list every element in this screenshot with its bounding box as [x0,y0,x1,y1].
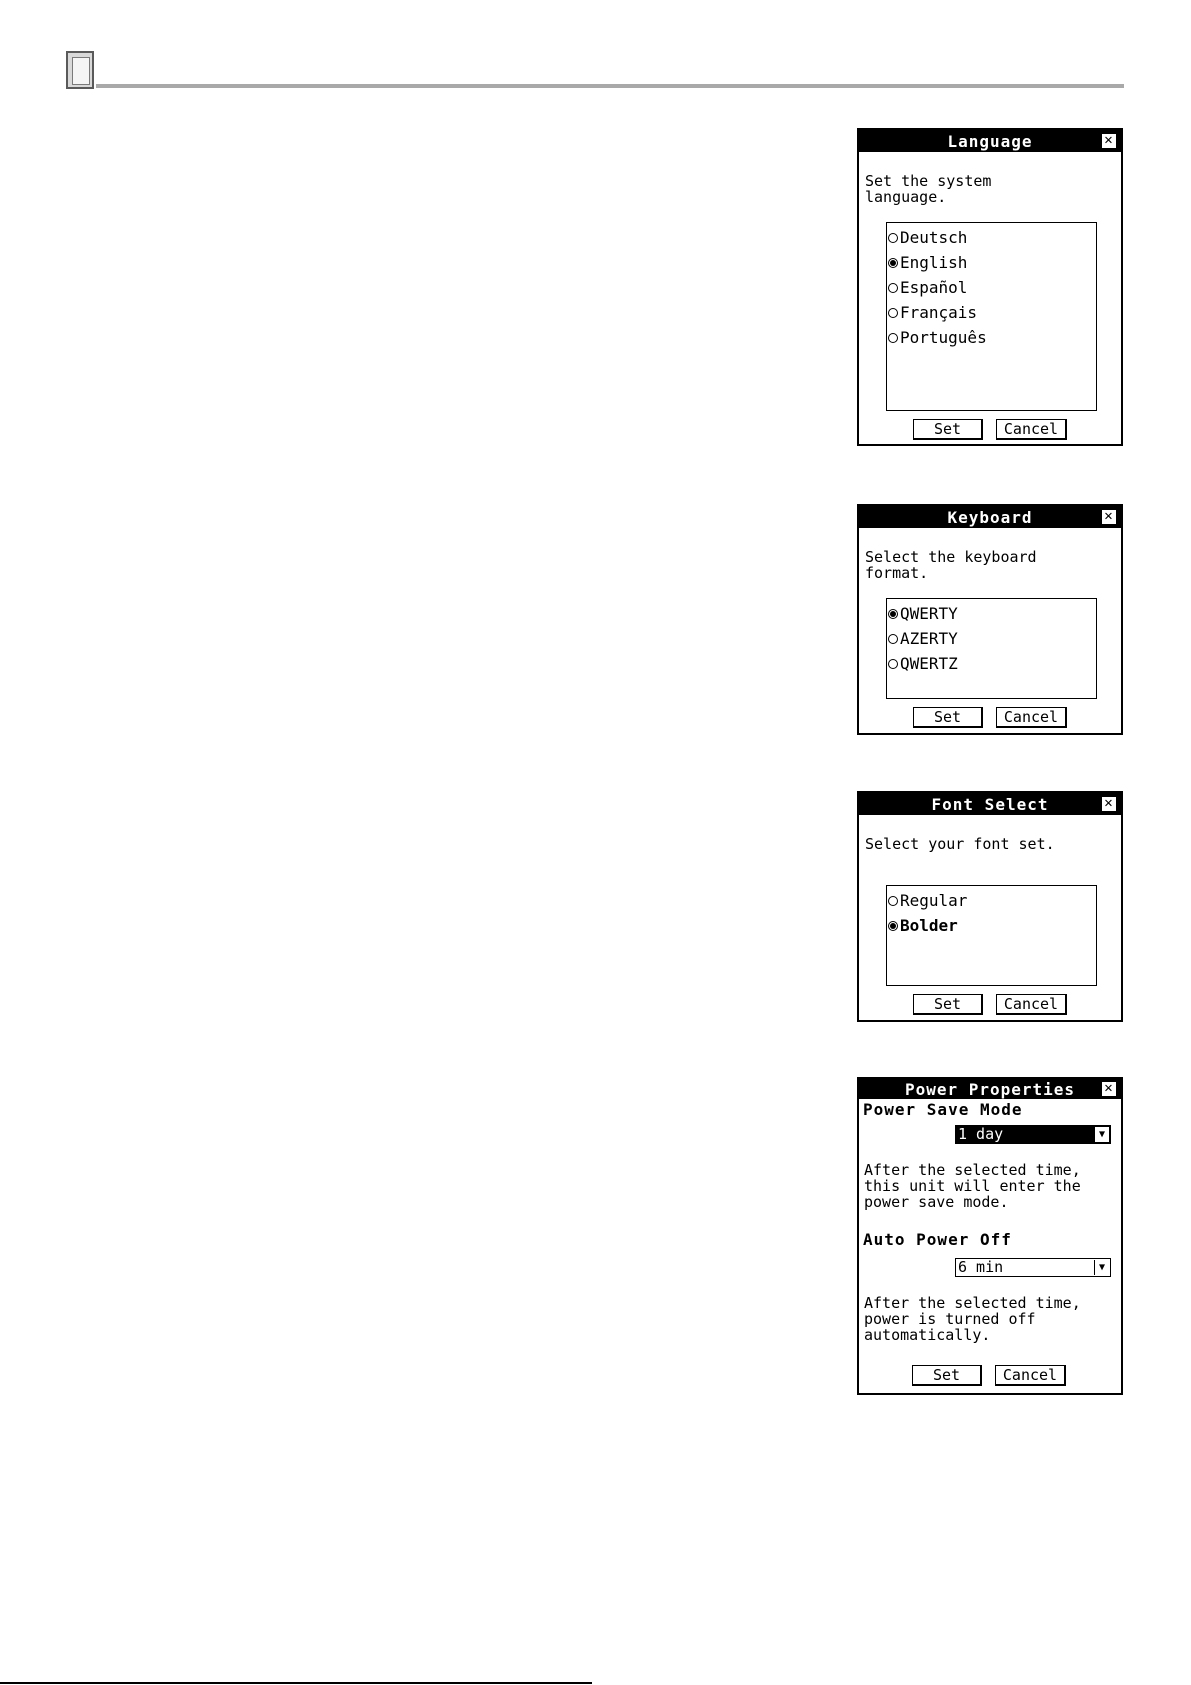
language-prompt: Set the system language. [865,172,992,206]
close-icon[interactable]: ✕ [1101,1081,1117,1097]
keyboard-prompt: Select the keyboard format. [865,548,1037,582]
keyboard-option-qwerty[interactable] [887,601,1096,626]
keyboard-option-azerty[interactable] [887,626,1096,651]
language-title: Language [947,131,1033,151]
option-label: Español [900,278,968,297]
footer-rule [0,1682,592,1684]
section-icon [66,51,94,89]
keyboard-titlebar [859,506,1121,528]
language-option-francais[interactable] [887,300,1096,325]
language-option-english[interactable] [887,250,1096,275]
close-icon[interactable]: ✕ [1101,509,1117,525]
option-label: Français [900,303,978,322]
language-dialog [857,128,1123,446]
close-icon[interactable]: ✕ [1101,133,1117,149]
power-save-mode-select[interactable] [955,1125,1111,1144]
language-option-portugues[interactable] [887,325,1096,350]
option-label: AZERTY [900,629,958,648]
option-label: Bolder [900,916,958,935]
cancel-button[interactable]: Cancel [996,419,1067,440]
option-label: Português [900,328,987,347]
power-title: Power Properties [904,1079,1076,1099]
language-listbox[interactable] [886,222,1097,411]
power-titlebar [859,1079,1121,1099]
chevron-down-icon[interactable]: ▼ [1094,1127,1109,1142]
option-label: Deutsch [900,228,968,247]
language-titlebar [859,130,1121,152]
power-properties-dialog [857,1077,1123,1395]
radio-icon[interactable] [888,283,898,293]
radio-icon[interactable] [888,659,898,669]
option-label: Regular [900,891,968,910]
font-prompt: Select your font set. [865,835,1055,853]
set-button[interactable]: Set [913,994,983,1015]
radio-icon[interactable] [888,609,898,619]
option-label: QWERTZ [900,654,958,673]
auto-power-off-desc: After the selected time, power is turned off automatically. [864,1294,1081,1344]
set-button[interactable]: Set [913,419,983,440]
font-title: Font Select [931,794,1049,814]
cancel-button[interactable]: Cancel [996,994,1067,1015]
font-select-dialog [857,791,1123,1022]
language-option-deutsch[interactable] [887,225,1096,250]
radio-icon[interactable] [888,258,898,268]
set-button[interactable]: Set [913,707,983,728]
keyboard-title: Keyboard [947,507,1033,527]
keyboard-listbox[interactable] [886,598,1097,699]
power-save-mode-desc: After the selected time, this unit will enter the power save mode. [864,1161,1081,1211]
font-option-bolder[interactable] [887,913,1096,938]
power-save-mode-title: Power Save Mode [863,1100,1023,1119]
font-titlebar [859,793,1121,815]
auto-power-off-title: Auto Power Off [863,1230,1012,1249]
radio-icon[interactable] [888,333,898,343]
auto-power-off-value: 6 min [958,1258,1004,1276]
radio-icon[interactable] [888,233,898,243]
keyboard-dialog [857,504,1123,735]
cancel-button[interactable]: Cancel [996,707,1067,728]
close-icon[interactable]: ✕ [1101,796,1117,812]
auto-power-off-select[interactable] [955,1258,1111,1277]
option-label: QWERTY [900,604,958,623]
keyboard-option-qwertz[interactable] [887,651,1096,676]
cancel-button[interactable]: Cancel [995,1365,1066,1386]
header-rule [96,84,1124,88]
font-listbox[interactable] [886,885,1097,986]
radio-icon[interactable] [888,308,898,318]
option-label: English [900,253,968,272]
radio-icon[interactable] [888,896,898,906]
font-option-regular[interactable] [887,888,1096,913]
set-button[interactable]: Set [912,1365,982,1386]
radio-icon[interactable] [888,921,898,931]
language-option-espanol[interactable] [887,275,1096,300]
radio-icon[interactable] [888,634,898,644]
power-save-mode-value: 1 day [958,1125,1004,1143]
chevron-down-icon[interactable]: ▼ [1094,1260,1109,1275]
